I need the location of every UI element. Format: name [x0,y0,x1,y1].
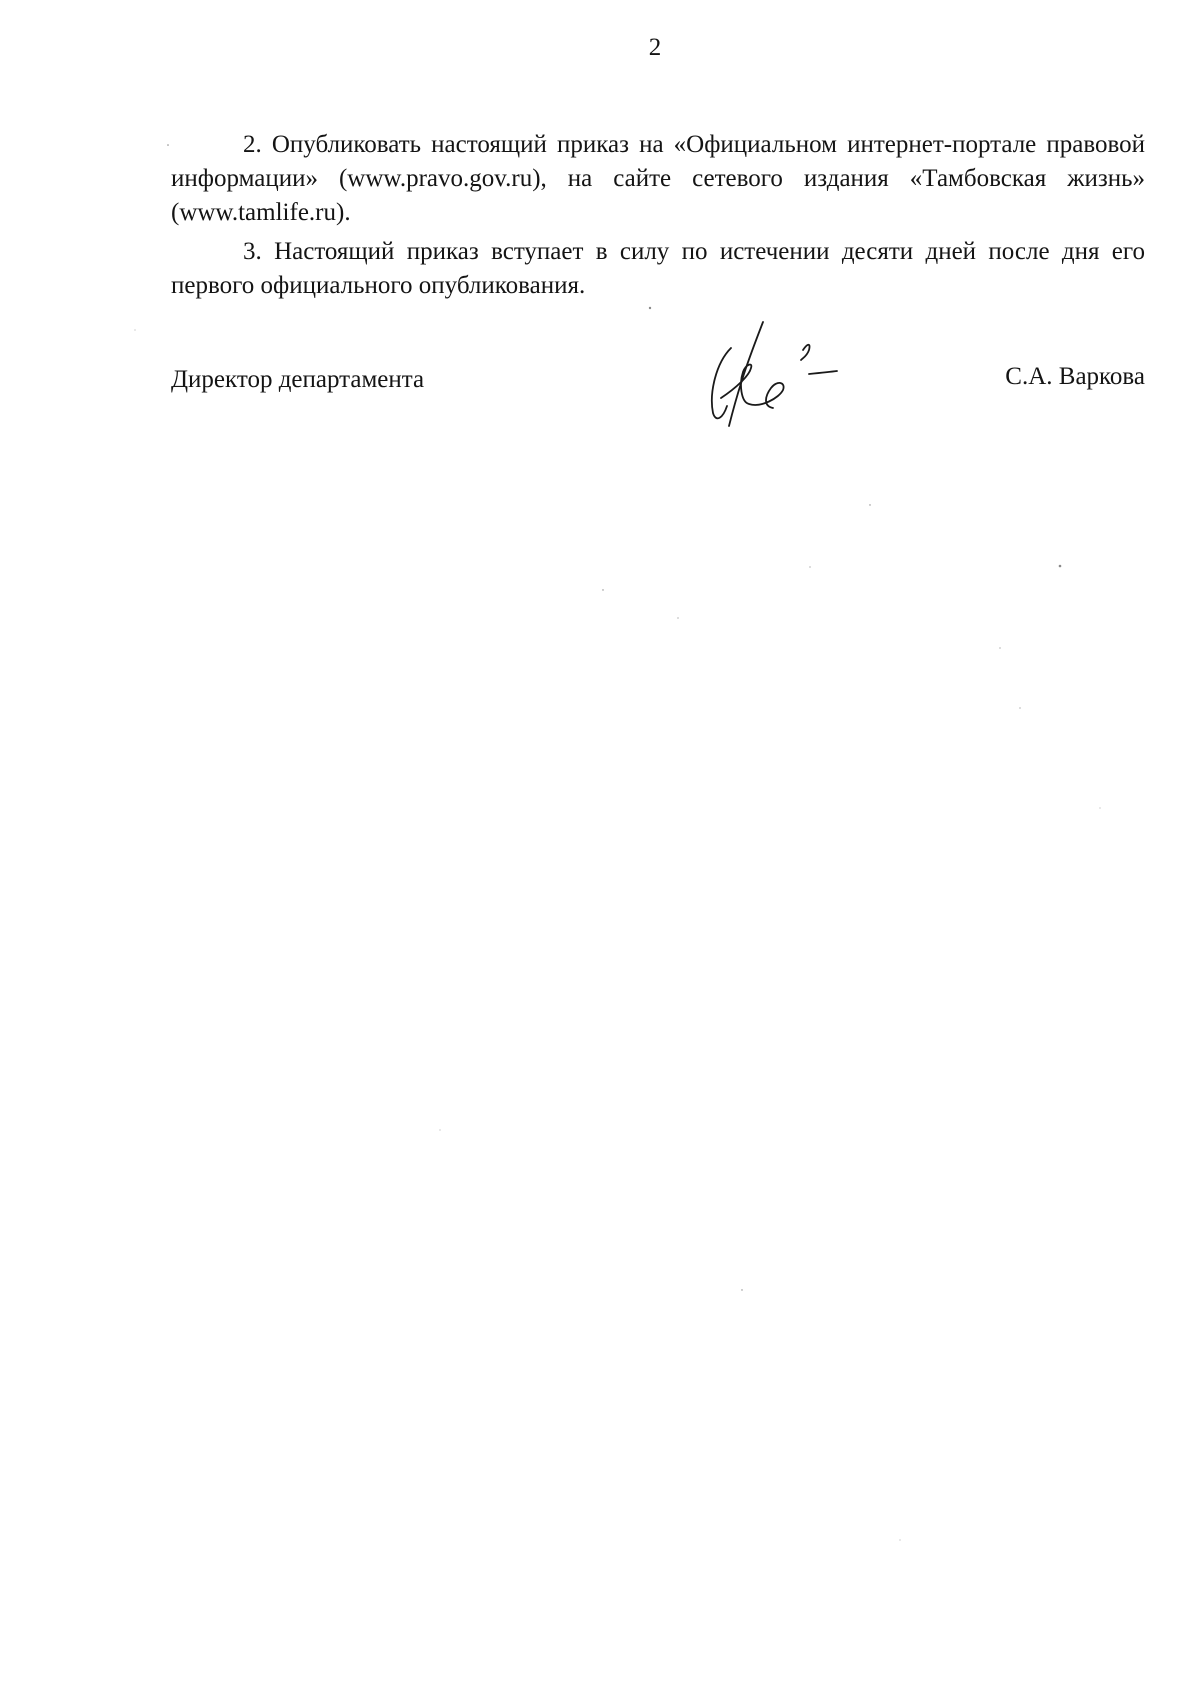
page-number: 2 [648,34,662,61]
handwritten-signature-icon [691,318,861,438]
document-body [171,128,1145,308]
paragraph-publication: 2. Опубликовать настоящий приказ на «Официальном интернет-портале правовой информации» (www.pravo.gov.ru), на сайте сетевого издания «Тамбовская жизнь» (www.tamlife.ru). [171,131,1145,226]
signatory-title: Директор департамента [171,366,425,393]
paragraph-effective-date: 3. Настоящий приказ вступает в силу по истечении десяти дней после дня его первого официального опубликования. [171,238,1145,299]
signatory-name: С.А. Варкова [1005,363,1145,390]
signature-block [171,358,1145,448]
